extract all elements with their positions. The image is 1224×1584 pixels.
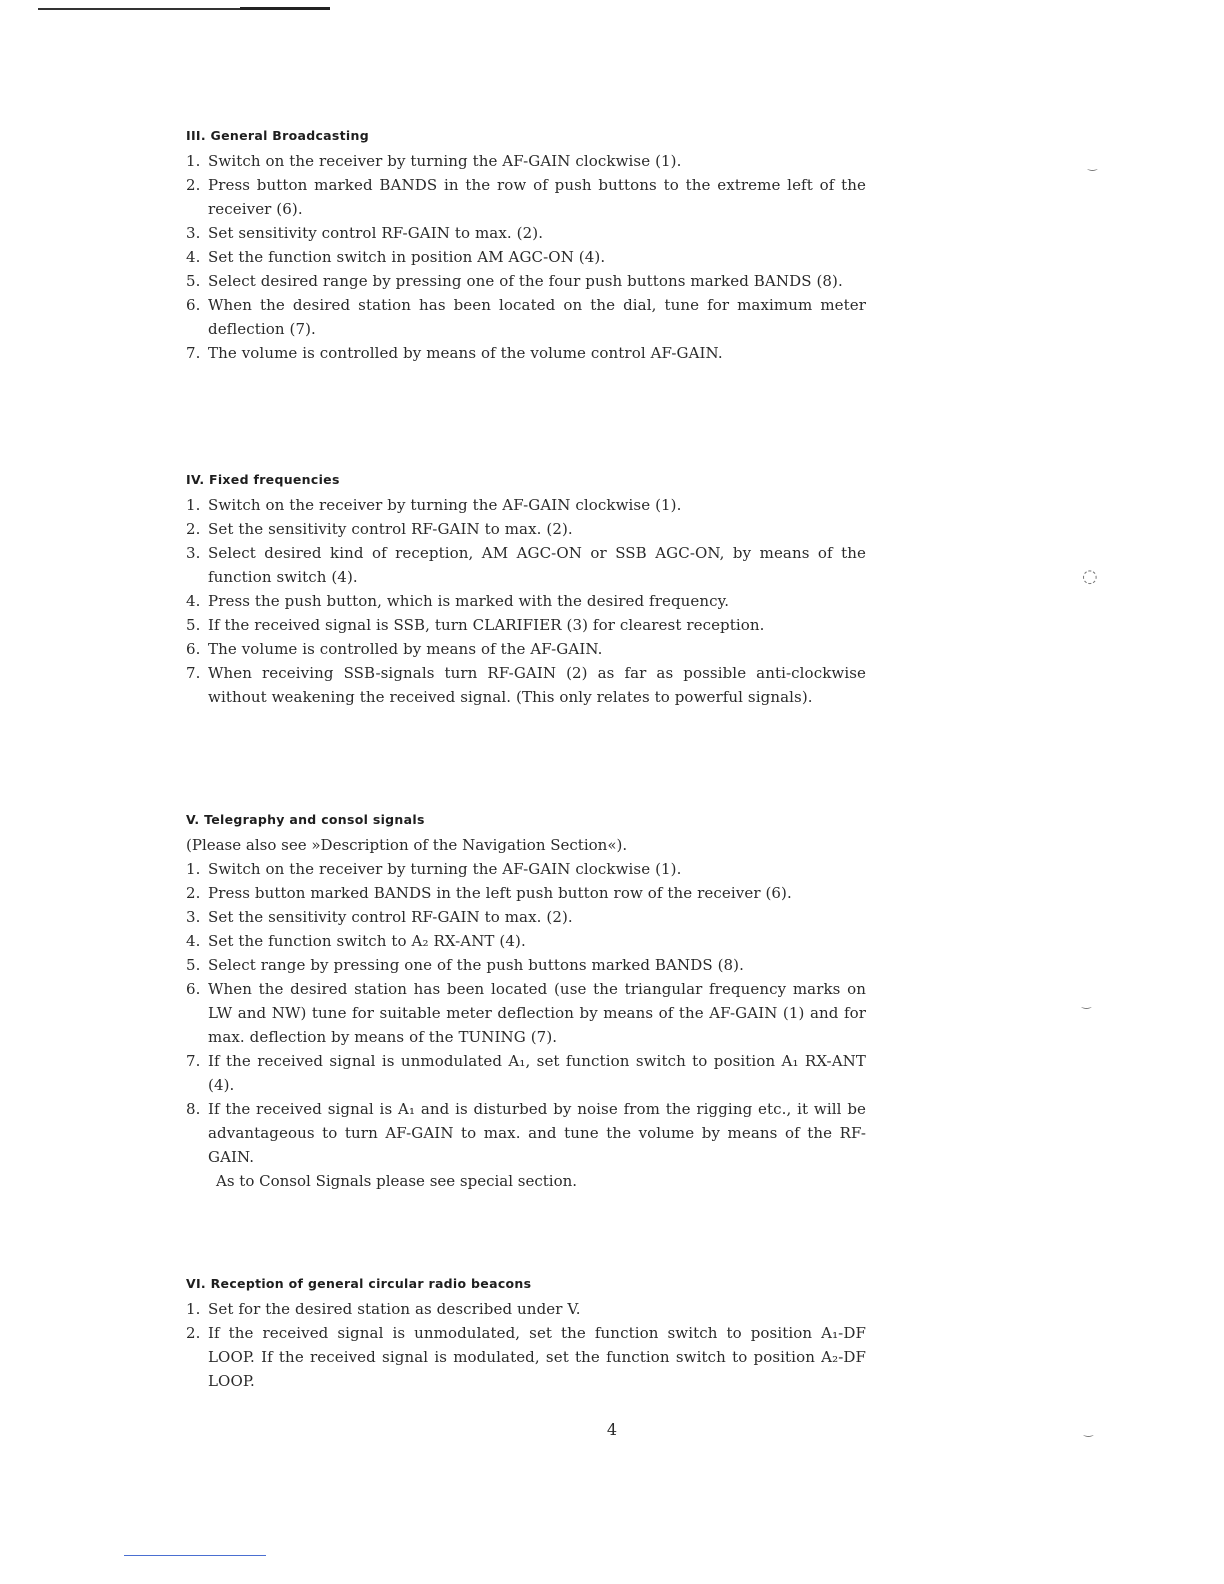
page-number: 4 (606, 1420, 618, 1439)
section-heading: IV. Fixed frequencies (186, 472, 340, 487)
list-item: 1. Switch on the receiver by turning the AF-GAIN clockwise (1). (186, 860, 682, 878)
list-item: 2. Press button marked BANDS in the left push button row of the receiver (6). (186, 884, 792, 902)
list-item: 4. Set the function switch in position AM AGC-ON (4). (186, 248, 606, 266)
section-note: (Please also see »Description of the Navigation Section«). (186, 836, 628, 854)
section-heading: VI. Reception of general circular radio beacons (186, 1276, 532, 1291)
list-item: 3. Set the sensitivity control RF-GAIN to max. (2). (186, 908, 573, 926)
list-item: 3. Set sensitivity control RF-GAIN to max. (2). (186, 224, 544, 242)
list-item: 5. Select desired range by pressing one of the four push buttons marked BANDS (8). (186, 272, 843, 290)
list-item: 7. The volume is controlled by means of the volume control AF-GAIN. (186, 344, 723, 362)
instruction-list (186, 149, 866, 365)
list-item: 7. When receiving SSB-signals turn RF-GAIN (2) as far as possible anti-clockwise without weakening the received signal. (This only relates to powerful signals). (186, 664, 866, 706)
bottom-rule (124, 1555, 266, 1556)
section-heading: III. General Broadcasting (186, 128, 369, 143)
list-item: 6. When the desired station has been located (use the triangular frequency marks on LW and NW) tune for suitable meter deflection by means of the AF-GAIN (1) and for max. deflection by means of the TUNING (7). (186, 980, 866, 1046)
list-item: 5. If the received signal is SSB, turn CLARIFIER (3) for clearest reception. (186, 616, 765, 634)
list-item: 5. Select range by pressing one of the push buttons marked BANDS (8). (186, 956, 744, 974)
section-fixed-frequencies (186, 472, 866, 709)
list-item: 1. Switch on the receiver by turning the AF-GAIN clockwise (1). (186, 152, 682, 170)
list-item: 4. Press the push button, which is marked with the desired frequency. (186, 592, 730, 610)
section-footnote: As to Consol Signals please see special section. (216, 1172, 578, 1190)
scan-mark: ◌ (1082, 566, 1098, 587)
list-item: 6. When the desired station has been located on the dial, tune for maximum meter deflection (7). (186, 296, 866, 338)
instruction-list (186, 1297, 866, 1393)
list-item: 8. If the received signal is A₁ and is disturbed by noise from the rigging etc., it will be advantageous to turn AF-GAIN to max. and tune the volume by means of the RF-GAIN. (186, 1100, 866, 1166)
section-radio-beacons (186, 1276, 866, 1393)
instruction-list (186, 493, 866, 709)
list-item: 2. Press button marked BANDS in the row of push buttons to the extreme left of the receiver (6). (186, 176, 866, 218)
list-item: 2. If the received signal is unmodulated, set the function switch to position A₁-DF LOOP. If the received signal is modulated, set the function switch to position A₂-DF LOOP. (186, 1324, 866, 1390)
scan-mark: ‿ (1082, 996, 1091, 1009)
section-heading: V. Telegraphy and consol signals (186, 812, 425, 827)
list-item: 3. Select desired kind of reception, AM AGC-ON or SSB AGC-ON, by means of the function switch (4). (186, 544, 866, 586)
top-rule-thick (240, 7, 330, 10)
section-general-broadcasting (186, 128, 866, 365)
list-item: 1. Set for the desired station as described under V. (186, 1300, 581, 1318)
list-item: 7. If the received signal is unmodulated A₁, set function switch to position A₁ RX-ANT (4). (186, 1052, 866, 1094)
scan-mark: ‿ (1084, 1424, 1093, 1437)
list-item: 1. Switch on the receiver by turning the AF-GAIN clockwise (1). (186, 496, 682, 514)
scan-mark: ‿ (1088, 158, 1097, 171)
section-telegraphy-consol (186, 812, 866, 1193)
list-item: 6. The volume is controlled by means of the AF-GAIN. (186, 640, 603, 658)
list-item: 4. Set the function switch to A₂ RX-ANT (4). (186, 932, 526, 950)
list-item: 2. Set the sensitivity control RF-GAIN to max. (2). (186, 520, 573, 538)
instruction-list (186, 857, 866, 1169)
